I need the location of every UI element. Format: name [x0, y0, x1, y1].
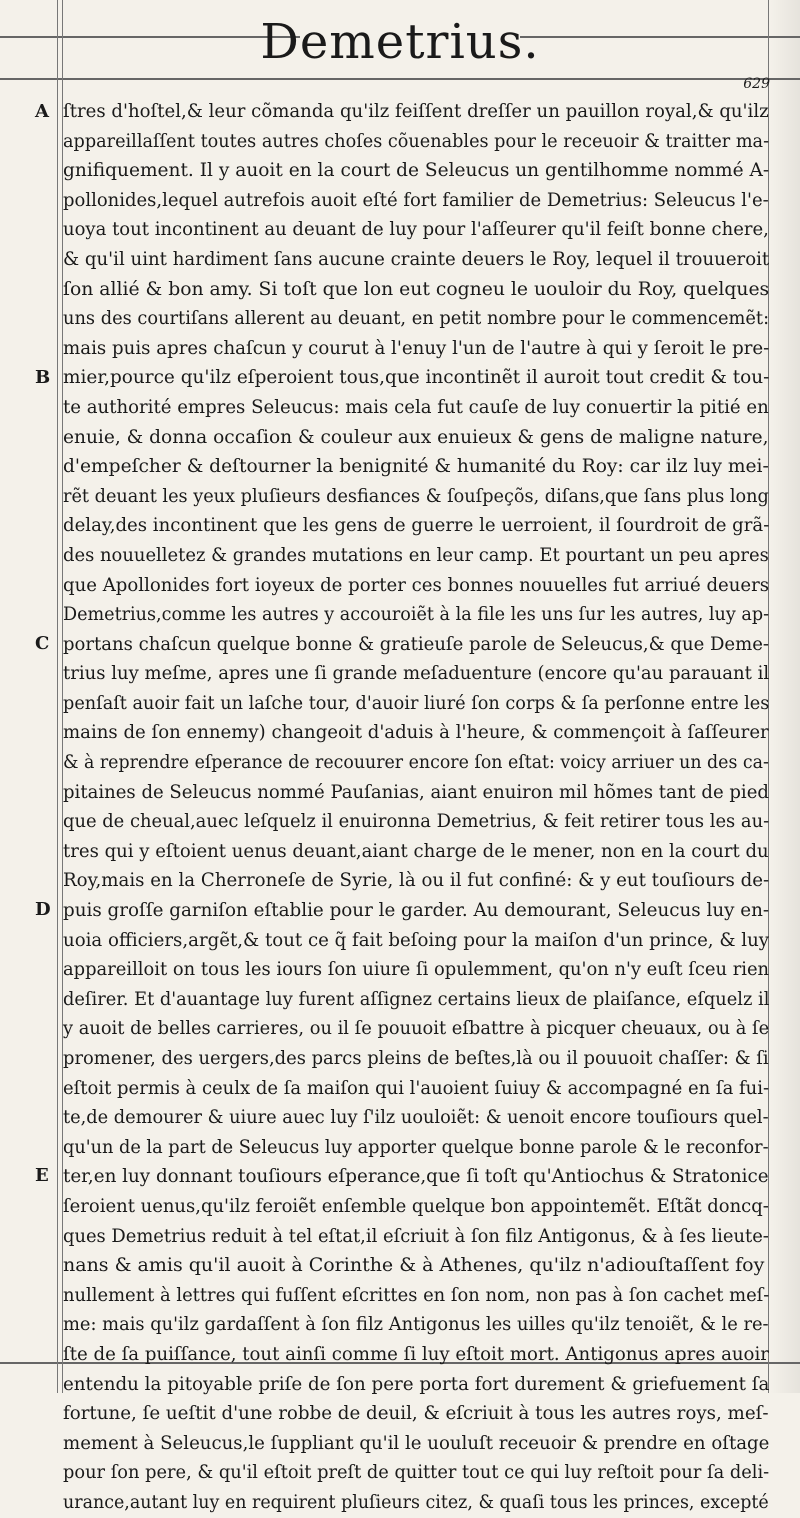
text-line: tres qui y eſtoient uenus deuant,aiant charge de le mener, non en la court du: [63, 839, 769, 862]
text-line: te authorité empres Seleucus: mais cela fut cauſe de luy conuertir la pitié en: [63, 395, 769, 418]
text-line: penſaſt auoir fait un laſche tour, d'auoir liuré ſon corps & ſa perſonne entre les: [63, 691, 770, 714]
text-line: pitaines de Seleucus nommé Pauſanias, aiant enuiron mil hõmes tant de pied: [63, 780, 769, 803]
margin-marker-c: C: [35, 633, 50, 654]
margin-marker-e: E: [35, 1165, 49, 1186]
text-line: pollonides,lequel autrefois auoit eſté fort familier de Demetrius: Seleucus l'e-: [63, 188, 769, 211]
text-line: fortune, ſe ueſtit d'une robbe de deuil, & eſcriuit à tous les autres roys, meſ-: [63, 1402, 769, 1425]
text-line: & qu'il uint hardiment ſans aucune crainte deuers le Roy, lequel il trouueroit: [63, 247, 770, 270]
text-line: pour ſon pere, & qu'il eſtoit preſt de quitter tout ce qui luy reſtoit pour ſa deli-: [63, 1461, 770, 1484]
text-line: y auoit de belles carrieres, ou il ſe pouuoit eſbattre à picquer cheuaux, ou à ſe: [63, 1017, 770, 1040]
text-line: appareilloit on tous les iours ſon uiure ſi opulemment, qu'on n'y euſt ſceu rien: [63, 958, 770, 981]
margin-marker-a: A: [35, 101, 49, 122]
text-line: mains de ſon ennemy) changeoit d'aduis à l'heure, & commençoit à ſaſſeurer: [63, 721, 769, 744]
text-line: me: mais qu'ilz gardaſſent à ſon filz Antigonus les uilles qu'ilz tenoiẽt, & le re-: [63, 1313, 769, 1336]
text-line: d'empeſcher & deſtourner la benignité & humanité du Roy: car ilz luy mei-: [63, 455, 769, 478]
page-edge-shadow: [770, 0, 800, 1393]
text-line: delay,des incontinent que les gens de guerre le uerroient, il ſourdroit de grã-: [63, 514, 770, 537]
text-line: des nouuelletez & grandes mutations en leur camp. Et pourtant un peu apres: [63, 543, 769, 566]
text-line: ſon allié & bon amy. Si toſt que lon eut cogneu le uouloir du Roy, quelques: [63, 277, 770, 300]
page-number: 629: [743, 76, 770, 92]
text-line: ques Demetrius reduit à tel eſtat,il eſcriuit à ſon filz Antigonus, & à ſes lieute-: [63, 1224, 769, 1247]
text-line: deſirer. Et d'auantage luy furent aſſignez certains lieux de plaiſance, eſquelz il: [63, 987, 770, 1010]
text-line: portans chaſcun quelque bonne & gratieuſe parole de Seleucus,& que Deme-: [63, 632, 769, 655]
text-line: Demetrius,comme les autres y accouroiẽt à la file les uns ſur les autres, luy ap-: [63, 603, 770, 626]
text-line: rẽt deuant les yeux pluſieurs desfiances & ſouſpeçõs, diſans,que ſans plus long: [63, 484, 769, 507]
text-line: puis groſſe garniſon eſtablie pour le garder. Au demourant, Seleucus luy en-: [63, 899, 770, 922]
text-line: & à reprendre eſperance de recouurer encore ſon eſtat: voicy arriuer un des ca-: [63, 751, 769, 774]
text-line: mier,pource qu'ilz eſperoient tous,que incontinẽt il auroit tout credit & tou-: [63, 366, 770, 389]
text-line: mais puis apres chaſcun y courut à l'enuy l'un de l'autre à qui y ſeroit le pre-: [63, 336, 770, 359]
text-line: que de cheual,auec leſquelz il enuironna Demetrius, & feit retirer tous les au-: [63, 810, 770, 833]
text-line: urance,autant luy en requirent pluſieurs citez, & quaſi tous les princes, excepté: [63, 1490, 769, 1513]
text-line: Roy,mais en la Cherroneſe de Syrie, là ou il fut confiné: & y eut touſiours de-: [63, 869, 770, 892]
text-line: gnifiquement. Il y auoit en la court de Seleucus un gentilhomme nommé A-: [63, 159, 770, 182]
text-line: entendu la pitoyable priſe de ſon pere porta fort durement & griefuement ſa: [63, 1372, 770, 1395]
body-text: [63, 97, 769, 1518]
text-line: qu'un de la part de Seleucus luy apporter quelque bonne parole & le reconfor-: [63, 1135, 769, 1158]
text-line: ſte de ſa puiſſance, tout ainſi comme ſi luy eſtoit mort. Antigonus apres auoir: [63, 1342, 769, 1365]
text-line: que Apollonides fort ioyeux de porter ces bonnes nouuelles fut arriué deuers: [63, 573, 770, 596]
text-line: mement à Seleucus,le ſuppliant qu'il le uouluſt receuoir & prendre en oſtage: [63, 1431, 770, 1454]
text-line: ſtres d'hoſtel,& leur cõmanda qu'ilz feiſſent dreſſer un pauillon royal,& qu'ilz: [63, 100, 769, 122]
text-line: trius luy meſme, apres une ſi grande meſaduenture (encore qu'au parauant il: [63, 662, 770, 685]
text-line: te,de demourer & uiure auec luy ſ'ilz uouloiẽt: & uenoit encore touſiours quel-: [63, 1106, 769, 1129]
text-line: appareillaſſent toutes autres choſes cõuenables pour le receuoir & traitter ma-: [63, 129, 770, 152]
text-line: uoia officiers,argẽt,& tout ce q̃ fait beſoing pour la maiſon d'un prince, & luy: [63, 928, 770, 951]
margin-marker-b: B: [35, 367, 51, 388]
text-line: uns des courtiſans allerent au deuant, en petit nombre pour le commencemẽt:: [63, 307, 770, 330]
text-line: promener, des uergers,des parcs pleins de beſtes,là ou il pouuoit chaſſer: & ſi: [63, 1047, 769, 1069]
text-line: eſtoit permis à ceulx de ſa maiſon qui l'auoient ſuiuy & accompagné en ſa fui-: [63, 1076, 770, 1099]
margin-marker-d: D: [35, 899, 51, 920]
margin-rule: [57, 0, 58, 1393]
page-title: Demetrius.: [260, 14, 540, 70]
text-line: nullement à lettres qui fuſſent eſcrittes en ſon nom, non pas à ſon cachet meſ-: [63, 1283, 770, 1306]
text-line: uoya tout incontinent au deuant de luy pour l'aſſeurer qu'il feiſt bonne chere,: [63, 218, 769, 241]
text-line: nans & amis qu'il auoit à Corinthe & à Athenes, qu'ilz n'adiouſtaſſent foy: [63, 1254, 765, 1277]
text-line: ter,en luy donnant touſiours eſperance,que ſi toſt qu'Antiochus & Stratonice: [63, 1165, 769, 1188]
header-rule: [0, 78, 800, 80]
text-line: enuie, & donna occaſion & couleur aux enuieux & gens de maligne nature,: [63, 425, 769, 448]
text-line: ſeroient uenus,qu'ilz feroiẽt enſemble quelque bon appointemẽt. Eſtãt doncq-: [63, 1194, 769, 1217]
